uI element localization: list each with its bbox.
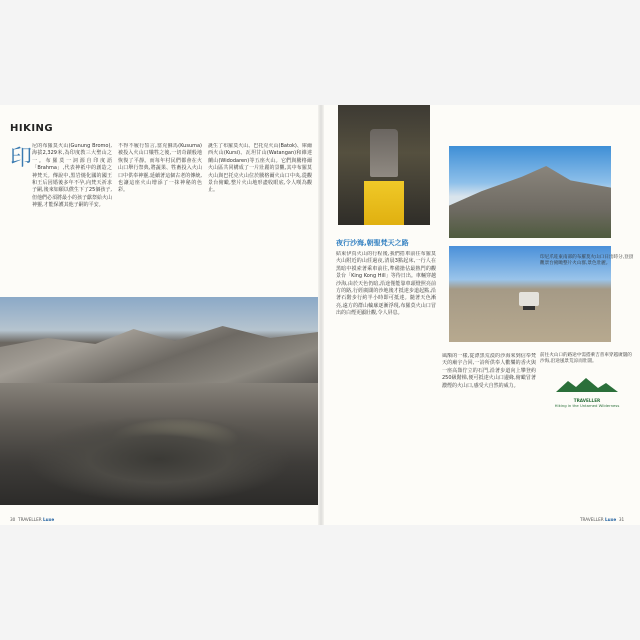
photo-caption-top: 印尼爪哇東南部的布羅莫火山口日出時分,登頂觀景台俯瞰整片火山群,景色壯麗。 — [540, 255, 634, 267]
jeep-vehicle — [519, 292, 539, 306]
body-paragraph: 風額的一樣,從漂黑荒漠的沙海來到信奉梵天的廟宇合回,一詩所供奉人歡樂的香火與一座高聳佇立的石門,沿著步道向上攀登約250級階梯,便可抵達火山口邊緣,俯瞰冒著濃煙的火山口,感受大自然的威力。 — [442, 353, 536, 389]
mountain-peak — [449, 166, 611, 238]
drop-cap: 印 — [10, 146, 33, 171]
page-gutter — [318, 105, 324, 525]
body-text-column-1 — [32, 143, 112, 293]
series-logo — [554, 377, 620, 409]
magazine-spread — [0, 105, 640, 525]
logo-brand: TRAVELLER — [573, 398, 601, 403]
mountain-view-photo — [449, 146, 611, 238]
body-text-column-3 — [208, 143, 312, 293]
logo-tagline: Hiking in the Untamed Wilderness — [554, 403, 620, 408]
crater-ridge — [0, 323, 318, 383]
statue-yellow-cloth — [364, 181, 404, 225]
body-paragraph: 尼的布羅莫火山(Gunung Bromo),海拔2,329米,為印度教三大聖山之一。布羅莫一詞源自印度語「Brahma」,代表神祇中的創造之神梵天。傳說中,黑岩燒化國的國王和王后因婚後多年不孕,向梵天祈求子嗣,後來如願以償生下了25個孩子,但他們必須將最小的孩子獻祭給火山神靈,才能保護其他子嗣的平安。 — [32, 143, 112, 209]
sub-heading: 夜行沙海,朝聖梵天之路 — [336, 239, 409, 247]
ganesha-statue-photo — [338, 105, 430, 225]
magazine-brand: Luxe — [604, 517, 617, 522]
magazine-brand: Luxe — [43, 517, 55, 522]
mountain-logo-icon — [554, 377, 620, 393]
body-paragraph: 結束伊真火山的行程後,我們搭車前往布羅莫火山附近的山莊過夜,清晨3點起床,一行人在黑暗中摸索著乘車前往,準備搶佔最熱門的觀景台「King Kong Hill」等待日出。車輛穿越沙海,由於天色仍暗,沿途僅能靠車頭燈照亮前方的路,行經廣闊的沙地後才抵達步道起點,沿著石階步行約半小時即可抵達。隨著天色漸亮,遠方的群山輪廓逐漸浮現,布羅莫火山口冒出的白煙更顯壯觀,令人屏息。 — [336, 251, 436, 317]
folio-left — [10, 517, 54, 522]
body-text-column-4 — [336, 251, 436, 513]
photo-caption-bottom: 前往火山口的路途中需搭乘吉普車穿越廣闊的沙海,沿途風景荒涼而壯闊。 — [540, 353, 632, 365]
body-text-column-5 — [442, 353, 536, 513]
magazine-name: TRAVELLER — [18, 517, 42, 522]
magazine-name: TRAVELLER — [580, 517, 604, 522]
page-number: 30 — [10, 517, 16, 522]
body-paragraph: 不得不履行誓言,當克蘇馬(Kusuma)被投入火山口犧牲之後,一切奇蹟般地恢復了平靜。而每年村民們都會在火山口舉行祭典,將蔬果、牲畜投入火山口中供奉神靈,延續著這個古老的傳統,也讓這座火山增添了一抹神秘的色彩。 — [118, 143, 202, 194]
page-number: 31 — [618, 517, 625, 522]
section-label: HIKING — [10, 123, 54, 134]
statue-figure — [370, 129, 398, 177]
body-paragraph: 誕生了布羅莫火山、巴托克火山(Batok)、庫爾西火山(Kursi)、瓦坦甘山(Watangan)和維達蘭山(Widodaren)等五座火山。它們與騰格爾火山區共同構成了一片壯麗的景觀,其中布羅莫火山與巴托克火山位於騰格爾火山口中央,從觀景台俯瞰,整片火山地形盡收眼底,令人嘆為觀止。 — [208, 143, 312, 194]
body-text-column-2 — [118, 143, 202, 293]
folio-right — [580, 517, 624, 522]
bromo-crater-photo — [0, 297, 318, 505]
